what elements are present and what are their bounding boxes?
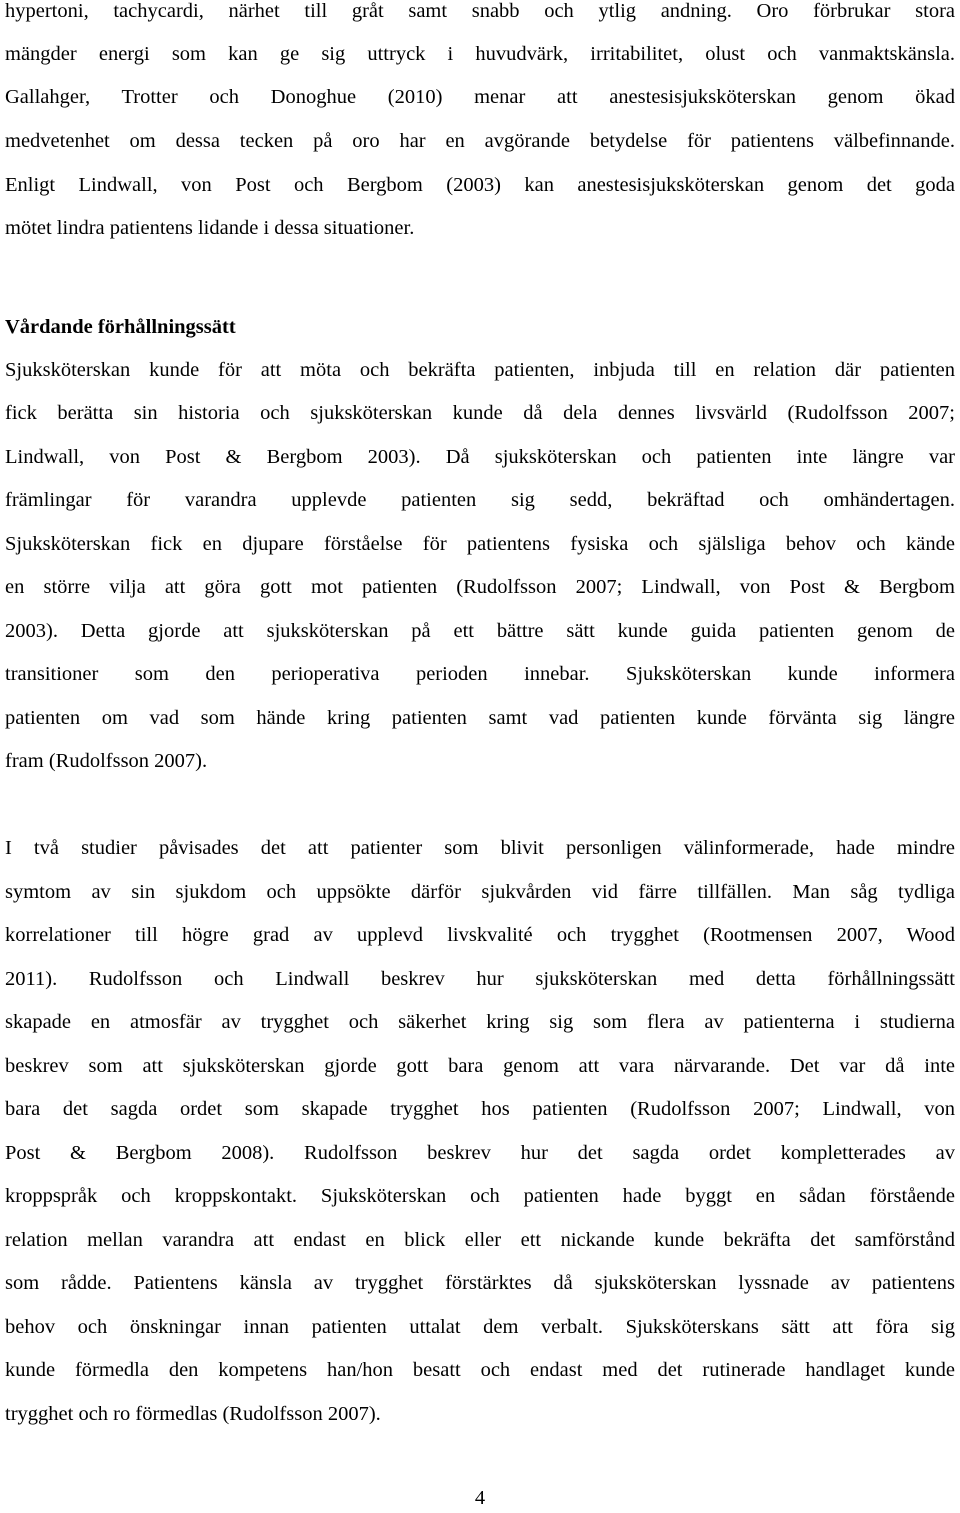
text-line: mötet lindra patientens lidande i dessa situationer. bbox=[5, 217, 415, 239]
text-line: medvetenhet om dessa tecken på oro har en avgörande betydelse för patientens välbefinnande. bbox=[5, 130, 955, 152]
text-line: 2003). Detta gjorde att sjuksköterskan på ett bättre sätt kunde guida patienten genom de bbox=[5, 620, 955, 642]
section-heading: Vårdande förhållningssätt bbox=[5, 316, 236, 338]
text-line: patienten om vad som hände kring patienten samt vad patienten kunde förvänta sig längre bbox=[5, 707, 955, 729]
text-line: symtom av sin sjukdom och uppsökte därför sjukvården vid färre tillfällen. Man såg tydliga bbox=[5, 881, 955, 903]
text-line: fick berätta sin historia och sjuksköterskan kunde då dela dennes livsvärld (Rudolfsson 2007; bbox=[5, 402, 955, 424]
text-line: Gallahger, Trotter och Donoghue (2010) menar att anestesisjuksköterskan genom ökad bbox=[5, 86, 955, 108]
text-line: Enligt Lindwall, von Post och Bergbom (2003) kan anestesisjuksköterskan genom det goda bbox=[5, 174, 955, 196]
text-line: behov och önskningar innan patienten uttalat dem verbalt. Sjuksköterskans sätt att föra sig bbox=[5, 1316, 955, 1338]
text-line: Lindwall, von Post & Bergbom 2003). Då sjuksköterskan och patienten inte längre var bbox=[5, 446, 955, 468]
text-line: korrelationer till högre grad av upplevd livskvalité och trygghet (Rootmensen 2007, Wood bbox=[5, 924, 955, 946]
text-line: en större vilja att göra gott mot patienten (Rudolfsson 2007; Lindwall, von Post & Bergbom bbox=[5, 576, 955, 598]
text-line: relation mellan varandra att endast en blick eller ett nickande kunde bekräfta det samförstånd bbox=[5, 1229, 955, 1251]
text-line: trygghet och ro förmedlas (Rudolfsson 2007). bbox=[5, 1403, 381, 1425]
text-line: fram (Rudolfsson 2007). bbox=[5, 750, 208, 772]
text-line: kunde förmedla den kompetens han/hon besatt och endast med det rutinerade handlaget kunde bbox=[5, 1359, 955, 1381]
page-number: 4 bbox=[474, 1487, 486, 1509]
text-line: Post & Bergbom 2008). Rudolfsson beskrev hur det sagda ordet kompletterades av bbox=[5, 1142, 955, 1164]
text-line: 2011). Rudolfsson och Lindwall beskrev hur sjuksköterskan med detta förhållningssätt bbox=[5, 968, 955, 990]
text-line: bara det sagda ordet som skapade trygghet hos patienten (Rudolfsson 2007; Lindwall, von bbox=[5, 1098, 955, 1120]
text-line: I två studier påvisades det att patienter som blivit personligen välinformerade, hade mindre bbox=[5, 837, 955, 859]
text-line: beskrev som att sjuksköterskan gjorde gott bara genom att vara närvarande. Det var då inte bbox=[5, 1055, 955, 1077]
text-line: transitioner som den perioperativa perioden innebar. Sjuksköterskan kunde informera bbox=[5, 663, 955, 685]
text-line: Sjuksköterskan kunde för att möta och bekräfta patienten, inbjuda till en relation där patienten bbox=[5, 359, 955, 381]
text-line: som rådde. Patientens känsla av trygghet förstärktes då sjuksköterskan lyssnade av patientens bbox=[5, 1272, 955, 1294]
text-line: kroppspråk och kroppskontakt. Sjuksköterskan och patienten hade byggt en sådan förstående bbox=[5, 1185, 955, 1207]
text-line: mängder energi som kan ge sig uttryck i huvudvärk, irritabilitet, olust och vanmaktskänsla. bbox=[5, 43, 955, 65]
text-line: Sjuksköterskan fick en djupare förståelse för patientens fysiska och själsliga behov och kände bbox=[5, 533, 955, 555]
text-line: hypertoni, tachycardi, närhet till gråt samt snabb och ytlig andning. Oro förbrukar stora bbox=[5, 0, 955, 22]
text-line: skapade en atmosfär av trygghet och säkerhet kring sig som flera av patienterna i studierna bbox=[5, 1011, 955, 1033]
text-line: främlingar för varandra upplevde patienten sig sedd, bekräftad och omhändertagen. bbox=[5, 489, 955, 511]
